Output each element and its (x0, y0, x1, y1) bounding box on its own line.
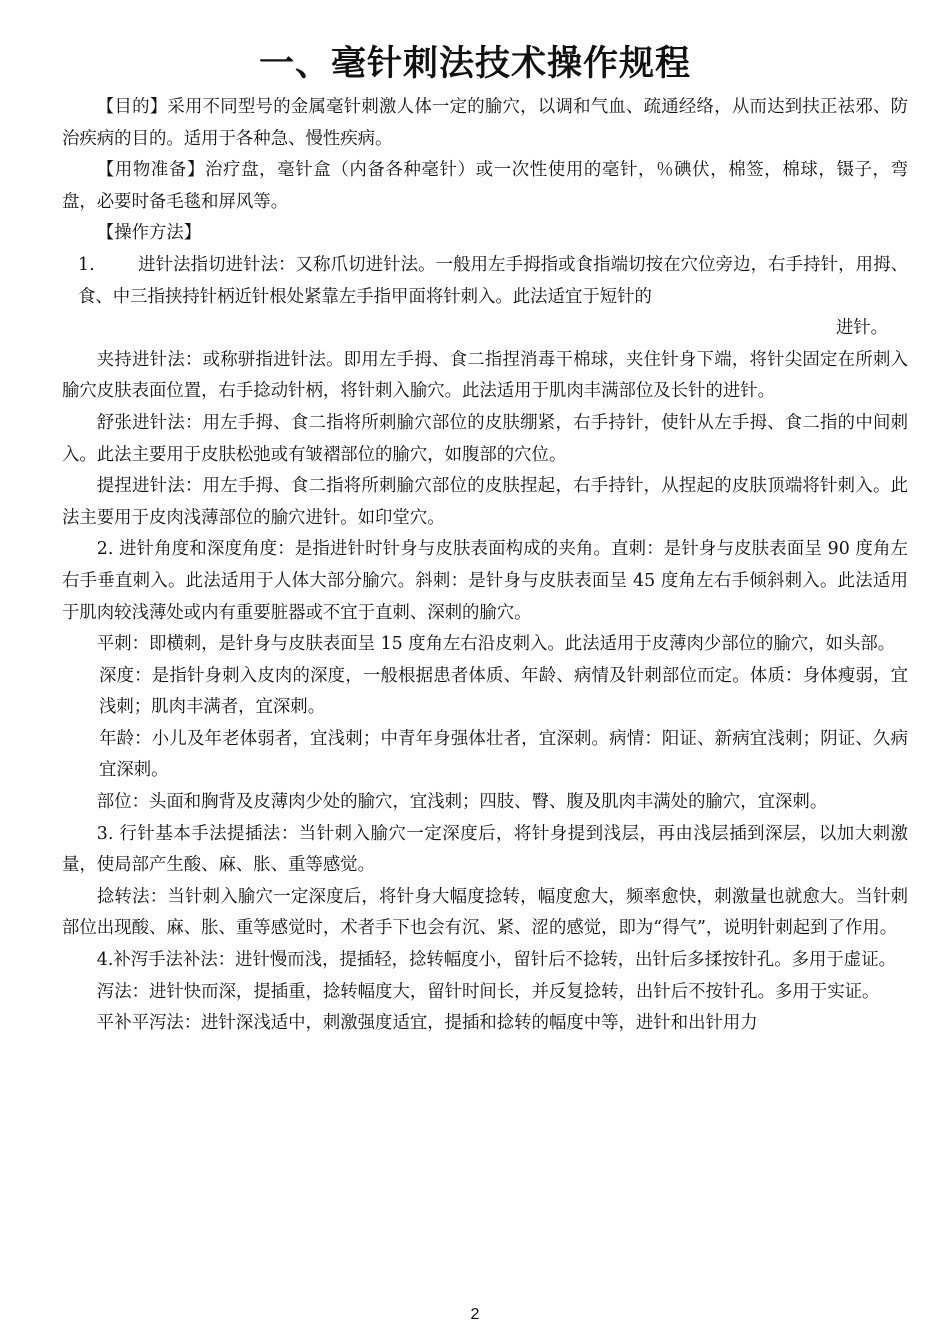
site-paragraph: 部位：头面和胸背及皮薄肉少处的腧穴，宜浅刺；四肢、臀、腹及肌肉丰满处的腧穴，宜深刺。 (96, 792, 828, 813)
purpose-paragraph: 【目的】采用不同型号的金属毫针刺激人体一定的腧穴，以调和气血、疏通经络，从而达到扶正祛邪、防治疾病的目的。适用于各种急、慢性疾病。 (62, 97, 908, 149)
even-paragraph: 平补平泻法：进针深浅适中，刺激强度适宜，提插和捻转的幅度中等，进针和出针用力 (96, 1013, 758, 1034)
flat-paragraph: 平刺：即横刺，是针身与皮肤表面呈 15 度角左右沿皮刺入。此法适用于皮薄肉少部位的腧穴，如头部。 (96, 634, 896, 655)
item-1-tail: 进针。 (835, 318, 888, 339)
method-heading: 【操作方法】 (96, 223, 202, 244)
item-1-text: 进针法指切进针法：又称爪切进针法。一般用左手拇指或食指端切按在穴位旁边，右手持针，用拇、食、中三指挟持针柄近针根处紧靠左手指甲面将针刺入。此法适宜于短针的 (78, 254, 908, 307)
twist-paragraph: 捻转法：当针刺入腧穴一定深度后，将针身大幅度捻转，幅度愈大，频率愈快，刺激量也就愈大。当针刺部位出现酸、麻、胀、重等感觉时，术者手下也会有沉、紧、涩的感觉，即为“得气”，说明针刺起到了作用。 (62, 886, 908, 939)
page-number: 2 (470, 1306, 480, 1323)
clamp-paragraph: 夹持进针法：或称骈指进针法。即用左手拇、食二指捏消毒干棉球，夹住针身下端，将针尖固定在所刺入腧穴皮肤表面位置，右手捻动针柄，将针刺入腧穴。此法适用于肌肉丰满部位及长针的进针。 (62, 349, 908, 402)
item-1-number: 1. (78, 254, 95, 275)
depth-paragraph: 深度：是指针身刺入皮肉的深度，一般根据患者体质、年龄、病情及针刺部位而定。体质：身体瘦弱，宜浅刺；肌肉丰满者，宜深刺。 (99, 665, 908, 718)
item-1-paragraph (62, 250, 908, 345)
stretch-paragraph: 舒张进针法：用左手拇、食二指将所刺腧穴部位的皮肤绷紧，右手持针，使针从左手拇、食二指的中间刺入。此法主要用于皮肤松弛或有皱褶部位的腧穴，如腹部的穴位。 (62, 412, 908, 465)
page-title: 一、毫针刺法技术操作规程 (258, 44, 691, 84)
document-body (62, 92, 908, 1040)
materials-paragraph: 【用物准备】治疗盘，毫针盒（内备各种毫针）或一次性使用的毫针，％碘伏，棉签，棉球，镊子，弯盘，必要时备毛毯和屏风等。 (62, 160, 908, 212)
item-2-paragraph: 2. 进针角度和深度角度：是指进针时针身与皮肤表面构成的夹角。直刺：是针身与皮肤表面呈 90 度角左右手垂直刺入。此法适用于人体大部分腧穴。斜刺：是针身与皮肤表面呈 45 度角左右手倾斜刺入。此法适用于肌肉较浅薄处或内有重要脏器或不宜于直刺、深刺的腧穴。 (62, 539, 908, 623)
age-paragraph: 年龄：小儿及年老体弱者，宜浅刺；中青年身强体壮者，宜深刺。病情：阳证、新病宜浅刺；阴证、久病宜深刺。 (99, 728, 908, 781)
item-4-paragraph: 4.补泻手法补法：进针慢而浅，提插轻，捻转幅度小，留针后不捻转，出针后多揉按针孔。多用于虚证。 (96, 950, 896, 971)
item-3-paragraph: 3. 行针基本手法提插法：当针刺入腧穴一定深度后，将针身提到浅层，再由浅层插到深层，以加大刺激量，使局部产生酸、麻、胀、重等感觉。 (62, 823, 908, 876)
reduce-paragraph: 泻法：进针快而深，提插重，捻转幅度大，留针时间长，并反复捻转，出针后不按针孔。多用于实证。 (96, 981, 880, 1002)
pinch-paragraph: 提捏进针法：用左手拇、食二指将所刺腧穴部位的皮肤捏起，右手持针，从捏起的皮肤顶端将针刺入。此法主要用于皮肉浅薄部位的腧穴进针。如印堂穴。 (62, 476, 908, 528)
